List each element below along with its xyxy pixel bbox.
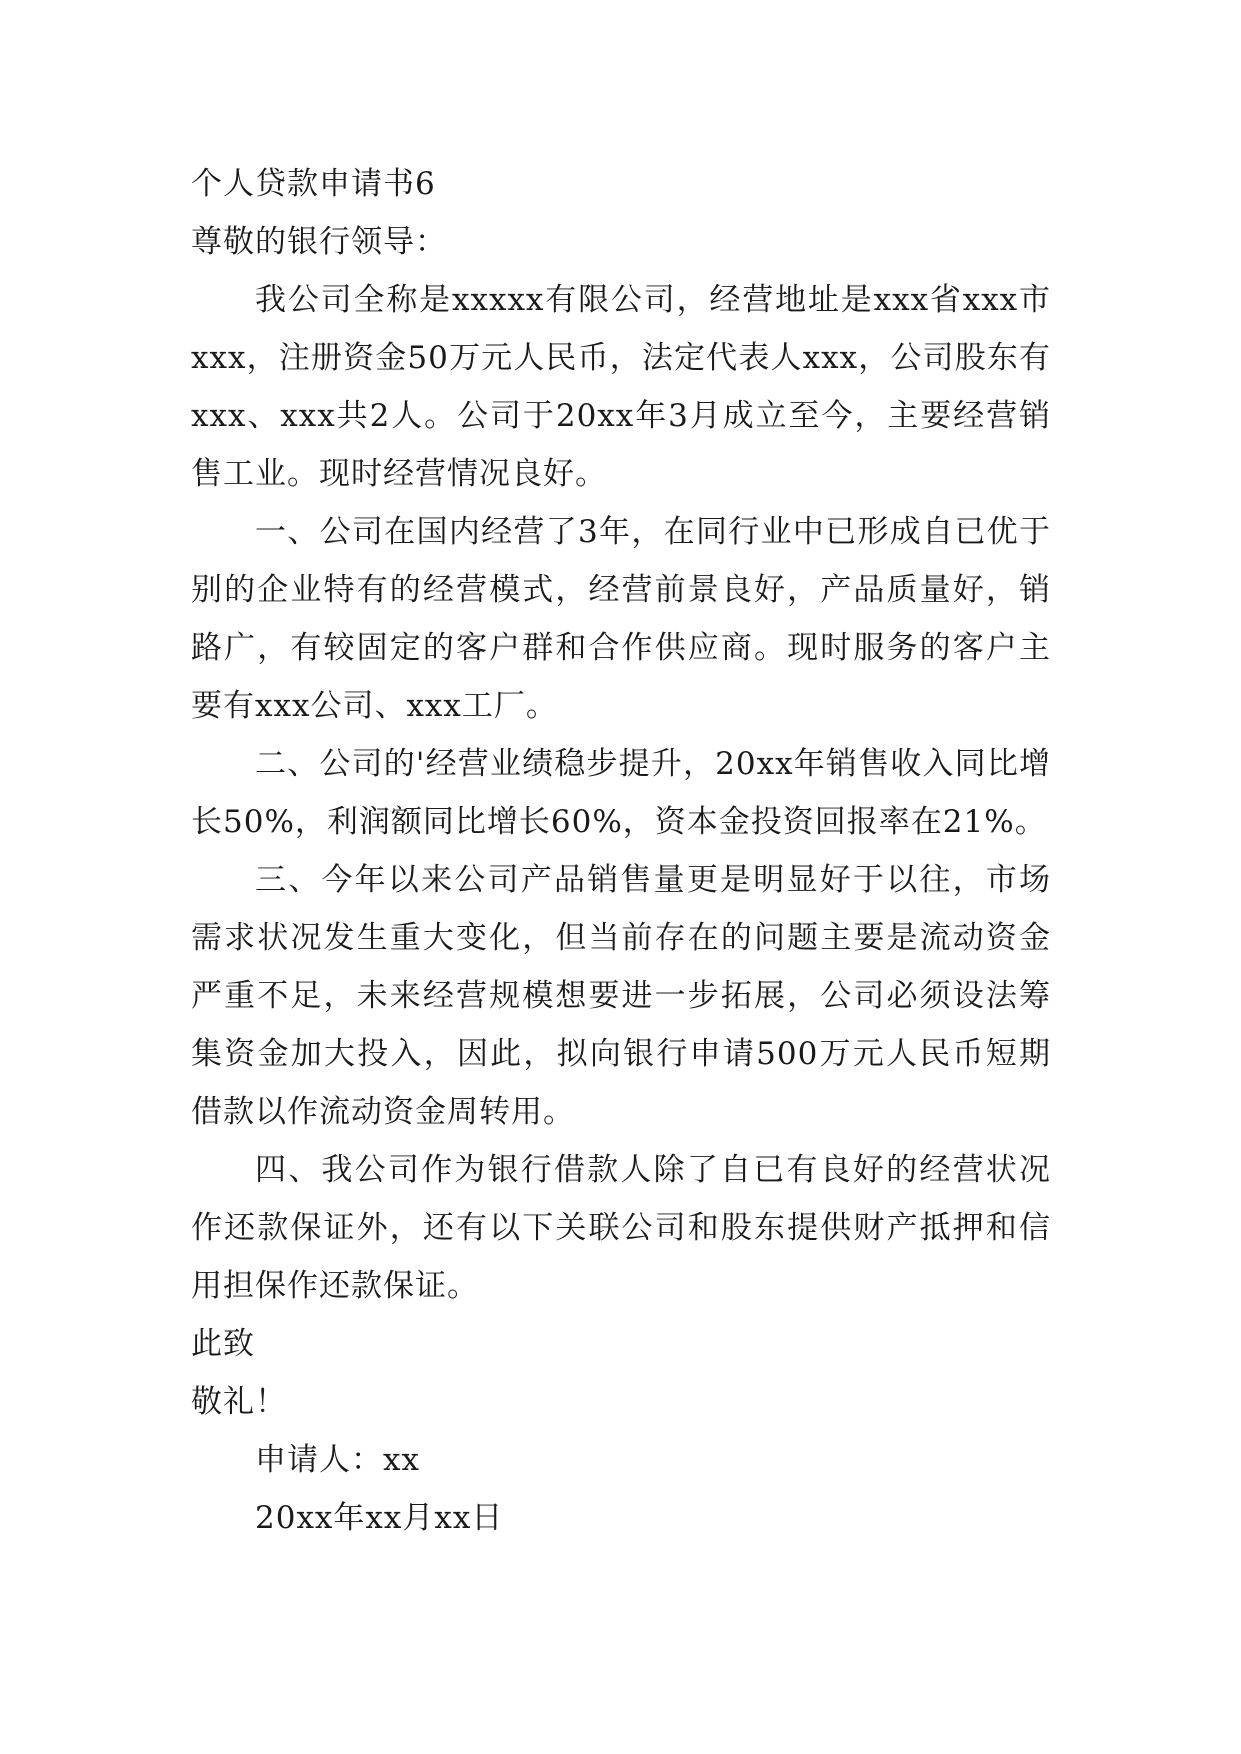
closing-cizhi: 此致 <box>191 1326 255 1362</box>
paragraph-company-intro: 我公司全称是xxxxx有限公司，经营地址是xxx省xxx市xxx，注册资金50万元人民币，法定代表人xxx，公司股东有xxx、xxx共2人。公司于20xx年3月成立至今，主要经营销售工业。现时经营情况良好。 <box>191 282 1051 492</box>
application-date: 20xx年xx月xx日 <box>255 1500 504 1536</box>
closing-jingli: 敬礼！ <box>191 1384 287 1420</box>
paragraph-point-4: 四、我公司作为银行借款人除了自已有良好的经营状况作还款保证外，还有以下关联公司和股东提供财产抵押和信用担保作还款保证。 <box>191 1152 1051 1304</box>
letter-body <box>191 155 1051 1547</box>
paragraph-point-2: 二、公司的'经营业绩稳步提升，20xx年销售收入同比增长50%，利润额同比增长60%，资本金投资回报率在21%。 <box>191 746 1051 840</box>
paragraph-point-3: 三、今年以来公司产品销售量更是明显好于以往，市场需求状况发生重大变化，但当前存在的问题主要是流动资金严重不足，未来经营规模想要进一步拓展，公司必须设法筹集资金加大投入，因此，拟向银行申请500万元人民币短期借款以作流动资金周转用。 <box>191 862 1051 1130</box>
paragraph-point-1: 一、公司在国内经营了3年，在同行业中已形成自已优于别的企业特有的经营模式，经营前景良好，产品质量好，销路广，有较固定的客户群和合作供应商。现时服务的客户主要有xxx公司、xxx工厂。 <box>191 514 1051 724</box>
applicant-signature: 申请人：xx <box>255 1442 420 1478</box>
document-title: 个人贷款申请书6 <box>191 166 436 202</box>
salutation: 尊敬的银行领导： <box>191 224 447 260</box>
